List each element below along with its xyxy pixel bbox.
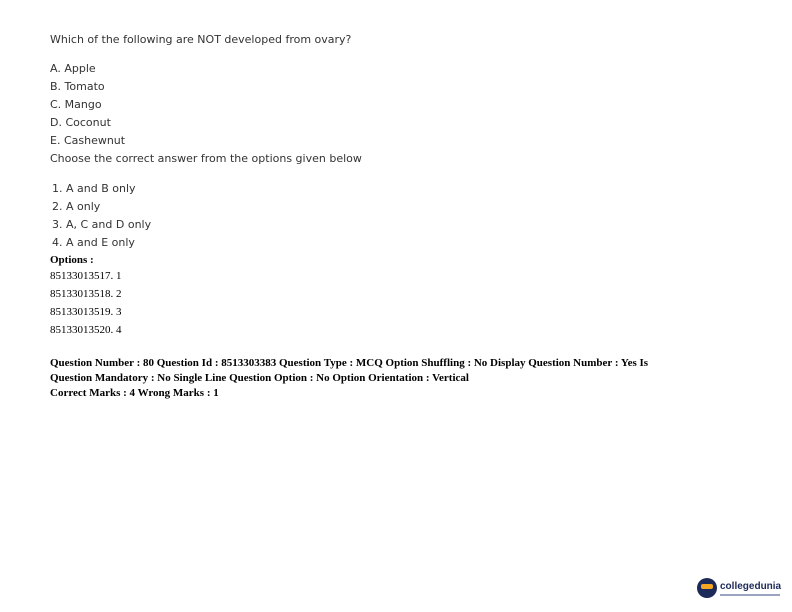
logo-name: collegedunia — [720, 580, 782, 592]
choice-c: C. Mango — [50, 98, 102, 111]
option-id-2: 85133013518. 2 — [50, 288, 122, 300]
answer-2: 2. A only — [52, 200, 101, 213]
meta-line-3: Correct Marks : 4 Wrong Marks : 1 — [50, 387, 219, 399]
choice-e: E. Cashewnut — [50, 134, 126, 147]
options-heading: Options : — [50, 254, 94, 266]
answer-3: 3. A, C and D only — [52, 218, 152, 231]
choice-b: B. Tomato — [50, 80, 105, 93]
question-text: Which of the following are NOT developed from ovary? — [50, 33, 352, 46]
answer-1: 1. A and B only — [52, 182, 136, 195]
option-id-3: 85133013519. 3 — [50, 306, 122, 318]
answer-4: 4. A and E only — [52, 236, 135, 249]
instruction-text: Choose the correct answer from the options given below — [50, 152, 362, 165]
logo-tagline-bar — [720, 594, 780, 596]
option-id-4: 85133013520. 4 — [50, 324, 122, 336]
graduation-cap-icon — [697, 578, 717, 598]
meta-line-1: Question Number : 80 Question Id : 8513303383 Question Type : MCQ Option Shuffling : No Display Question Number : Yes Is — [50, 357, 649, 369]
collegedunia-logo — [697, 578, 781, 598]
choice-d: D. Coconut — [50, 116, 111, 129]
meta-line-2: Question Mandatory : No Single Line Question Option : No Option Orientation : Vertical — [50, 372, 469, 384]
choice-a: A. Apple — [50, 62, 96, 75]
option-id-1: 85133013517. 1 — [50, 270, 122, 282]
question-meta — [50, 356, 740, 401]
